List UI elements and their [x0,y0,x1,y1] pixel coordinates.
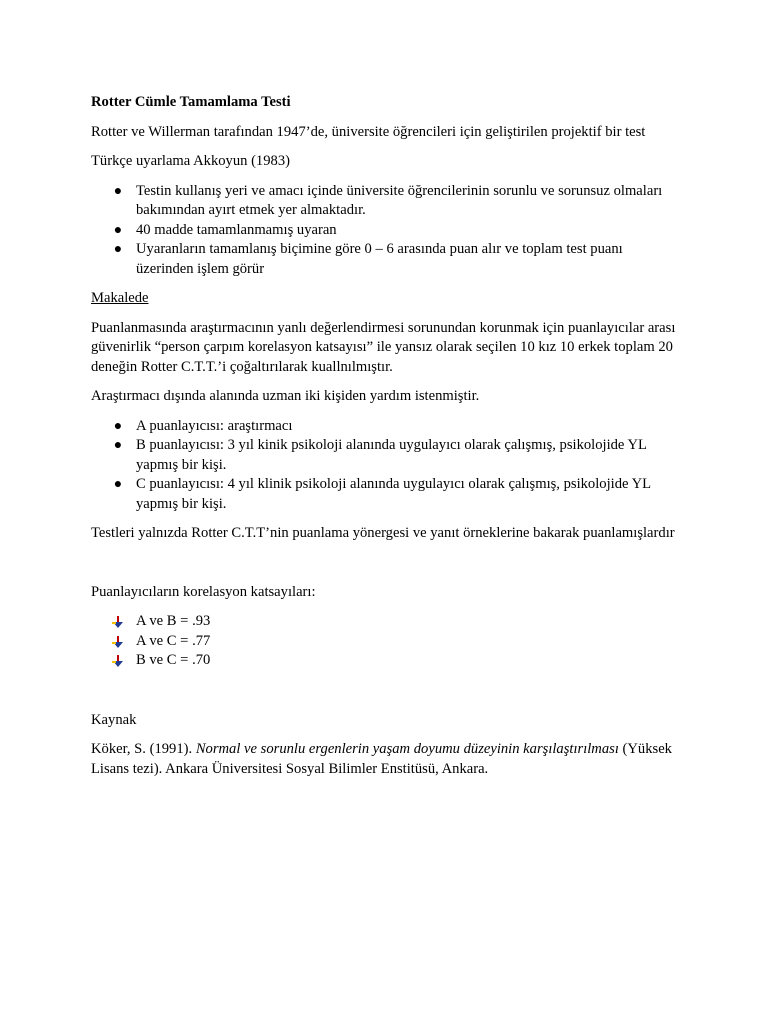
blank-line [91,681,681,711]
arrow-down-bullet-icon [112,655,124,667]
list-item: A ve B = .93 [91,612,681,632]
source-heading: Kaynak [91,711,137,728]
correlation-heading: Puanlayıcıların korelasyon katsayıları: [91,583,316,600]
reference-details: (Yüksek Lisans tezi). Ankara Üniversitesi Sosyal Bilimler Enstitüsü, Ankara. [91,741,672,777]
bullet-dot-icon: ● [113,183,123,199]
bullet-dot-icon: ● [113,222,123,238]
list-item: ● Uyaranların tamamlanış biçimine göre 0 – 6 arasında puan alır ve toplam test puanı üzerinden işlem görür [91,240,681,279]
arrow-down-bullet-icon [112,636,124,648]
list-item: B ve C = .70 [91,651,681,671]
document-title: Rotter Cümle Tamamlama Testi [91,94,291,110]
correlation-list [91,612,681,671]
list-item: ● C puanlayıcısı: 4 yıl klinik psikoloji alanında uygulayıcı olarak çalışmış, psikolojide YL yapmış bir kişi. [91,475,681,514]
blank-line [91,554,681,583]
bullet-dot-icon: ● [113,418,123,434]
intro-paragraph: Rotter ve Willerman tarafından 1947’de, üniversite öğrencileri için geliştirilen projektif bir test [91,123,646,140]
list-item: ● A puanlayıcısı: araştırmacı [91,417,681,437]
tests-paragraph: Testleri yalnızda Rotter C.T.T’nin puanlama yönergesi ve yanıt örneklerine bakarak puanlamışlardır [91,525,675,541]
test-info-list [91,182,681,280]
experts-paragraph: Araştırmacı dışında alanında uzman iki kişiden yardım istenmiştir. [91,388,480,404]
list-item: ● 40 madde tamamlanmamış uyaran [91,221,681,241]
adaptation-paragraph: Türkçe uyarlama Akkoyun (1983) [91,153,290,169]
bullet-dot-icon: ● [113,438,123,453]
bullet-dot-icon: ● [113,242,123,257]
raters-list [91,417,681,515]
bullet-dot-icon: ● [113,477,123,492]
section-heading-makalede: Makalede [91,290,149,306]
reference-entry [91,740,681,779]
reference-title: Normal ve sorunlu ergenlerin yaşam doyumu düzeyinin karşılaştırılması [195,741,619,757]
scoring-paragraph: Puanlanmasında araştırmacının yanlı değerlendirmesi sorunundan korunmak için puanlayıcılar arası güvenirlik “person çarpım korelasyon katsayısı” ile yansız olarak seçilen 10 kız 10 erkek toplam 20 deneğin Rotter C.T.T.’i çoğaltırılarak kuallnılmıştır. [91,319,676,375]
reference-author-year: Köker, S. (1991). [91,741,196,757]
document-body [91,93,681,789]
arrow-down-bullet-icon [112,616,124,628]
list-item: ● B puanlayıcısı: 3 yıl kinik psikoloji alanında uygulayıcı olarak çalışmış, psikolojide YL yapmış bir kişi. [91,436,681,475]
list-item: ● Testin kullanış yeri ve amacı içinde üniversite öğrencilerinin sorunlu ve sorunsuz olmaları bakımından ayırt etmek yer almaktadır. [91,182,681,221]
list-item: A ve C = .77 [91,632,681,652]
